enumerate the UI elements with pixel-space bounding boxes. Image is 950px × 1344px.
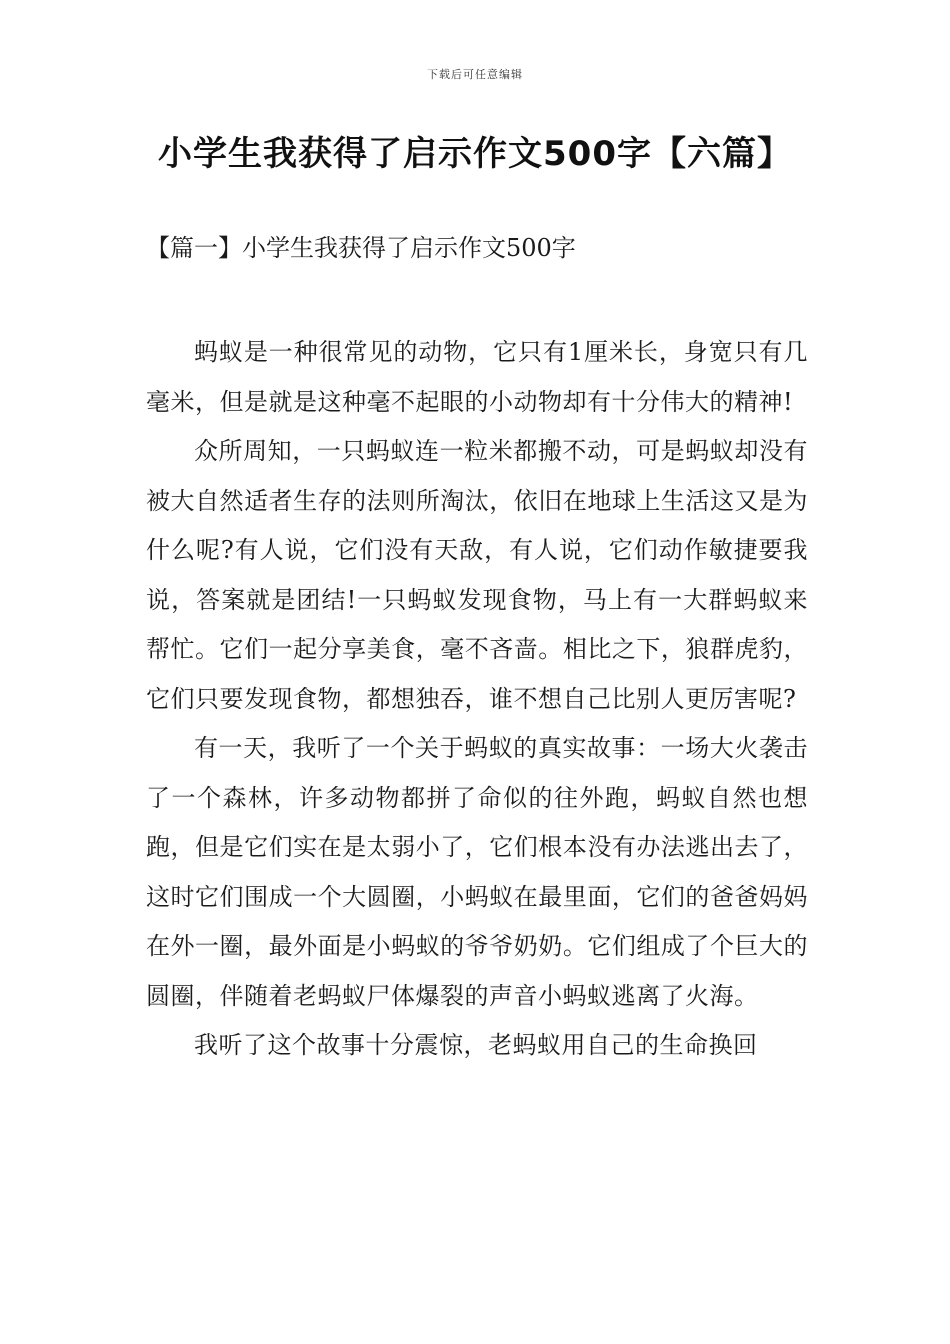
article-body (146, 328, 808, 1071)
paragraph: 众所周知，一只蚂蚁连一粒米都搬不动，可是蚂蚁却没有被大自然适者生存的法则所淘汰，依旧在地球上生活这又是为什么呢?有人说，它们没有天敌，有人说，它们动作敏捷要我说，答案就是团结!一只蚂蚁发现食物，马上有一大群蚂蚁来帮忙。它们一起分享美食，毫不吝啬。相比之下，狼群虎豹，它们只要发现食物，都想独吞，谁不想自己比别人更厉害呢? (146, 437, 808, 713)
document-title: 小学生我获得了启示作文500字【六篇】 (158, 134, 792, 174)
paragraph: 蚂蚁是一种很常见的动物，它只有1厘米长，身宽只有几毫米，但是就是这种毫不起眼的小动物却有十分伟大的精神! (146, 338, 808, 416)
header-note: 下载后可任意编辑 (427, 68, 523, 81)
section-heading: 【篇一】小学生我获得了启示作文500字 (146, 234, 576, 262)
paragraph: 有一天，我听了一个关于蚂蚁的真实故事：一场大火袭击了一个森林，许多动物都拼了命似的往外跑，蚂蚁自然也想跑，但是它们实在是太弱小了，它们根本没有办法逃出去了，这时它们围成一个大圆圈，小蚂蚁在最里面，它们的爸爸妈妈在外一圈，最外面是小蚂蚁的爷爷奶奶。它们组成了个巨大的圆圈，伴随着老蚂蚁尸体爆裂的声音小蚂蚁逃离了火海。 (146, 734, 808, 1010)
paragraph: 我听了这个故事十分震惊，老蚂蚁用自己的生命换回 (194, 1031, 758, 1059)
